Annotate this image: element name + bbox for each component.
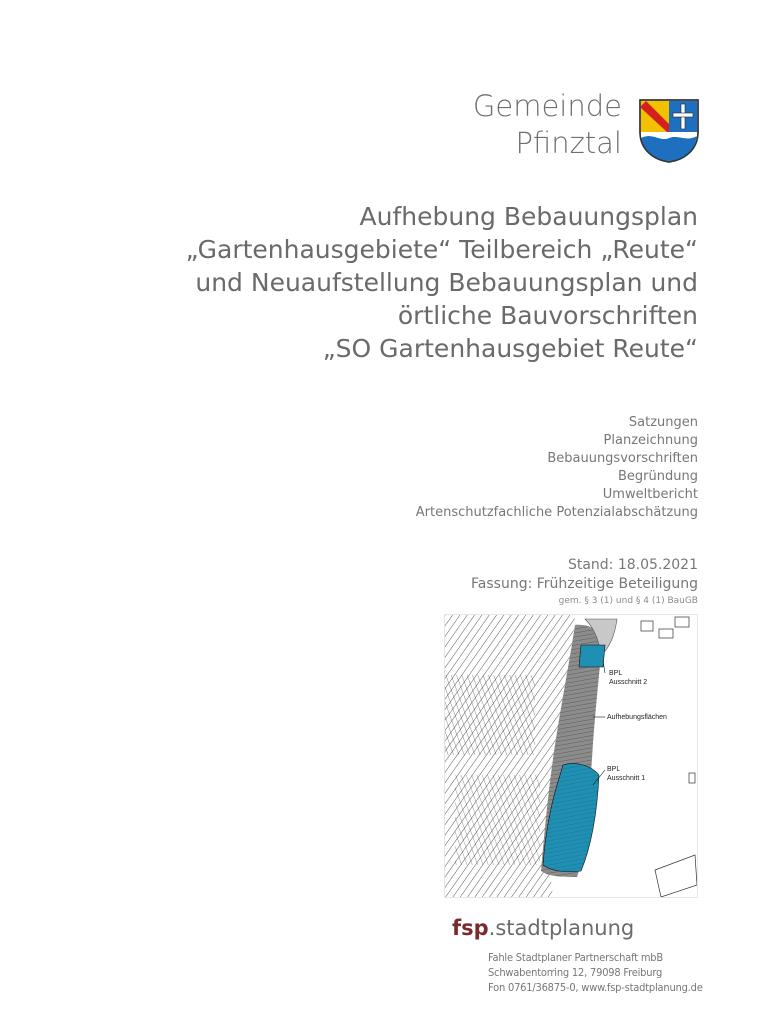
title-line: und Neuaufstellung Bebauungsplan und [195,268,698,297]
address-line: Fon 0761/36875-0, www.fsp-stadtplanung.de [488,981,703,994]
coat-of-arms-icon [638,98,700,164]
document-parts-list [178,414,698,522]
map-label-text: BPL [609,670,623,677]
map-label-bpl2 [609,669,647,687]
title-line: „Gartenhausgebiete“ Teilbereich „Reute“ [185,235,698,264]
planner-logo [452,916,634,940]
municipality-line2: Pfinztal [515,126,622,160]
planner-logo-brand: fsp [452,916,489,940]
document-status [178,556,698,608]
map-label-text: BPL [607,766,621,773]
part-item: Bebauungsvorschriften [547,451,698,466]
status-version: Fassung: Frühzeitige Beteiligung [471,576,698,592]
part-item: Planzeichnung [603,433,698,448]
map-label-text: Ausschnitt 1 [607,775,646,782]
part-item: Satzungen [628,415,698,430]
site-map [444,614,698,898]
title-line: Aufhebung Bebauungsplan [359,202,698,231]
status-date: Stand: 18.05.2021 [567,557,698,573]
map-label-text: Ausschnitt 2 [609,679,648,686]
map-label-bpl1 [607,765,645,783]
municipality-line1: Gemeinde [472,89,622,123]
status-legal-basis: gem. § 3 (1) und § 4 (1) BauGB [558,596,698,606]
document-title [58,200,698,365]
part-item: Artenschutzfachliche Potenzialabschätzung [415,505,698,520]
part-item: Begründung [618,469,698,484]
municipality-header [473,88,622,162]
address-line: Schwabentorring 12, 79098 Freiburg [488,966,663,979]
planner-logo-rest: .stadtplanung [488,916,635,940]
address-line: Fahle Stadtplaner Partnerschaft mbB [488,951,663,964]
title-line: örtliche Bauvorschriften [397,301,698,330]
title-line: „SO Gartenhausgebiet Reute“ [322,334,698,363]
planner-address [488,950,703,995]
site-map-drawing [445,615,697,897]
part-item: Umweltbericht [602,487,698,502]
map-label-aufhebung: Aufhebungsflächen [607,714,667,721]
